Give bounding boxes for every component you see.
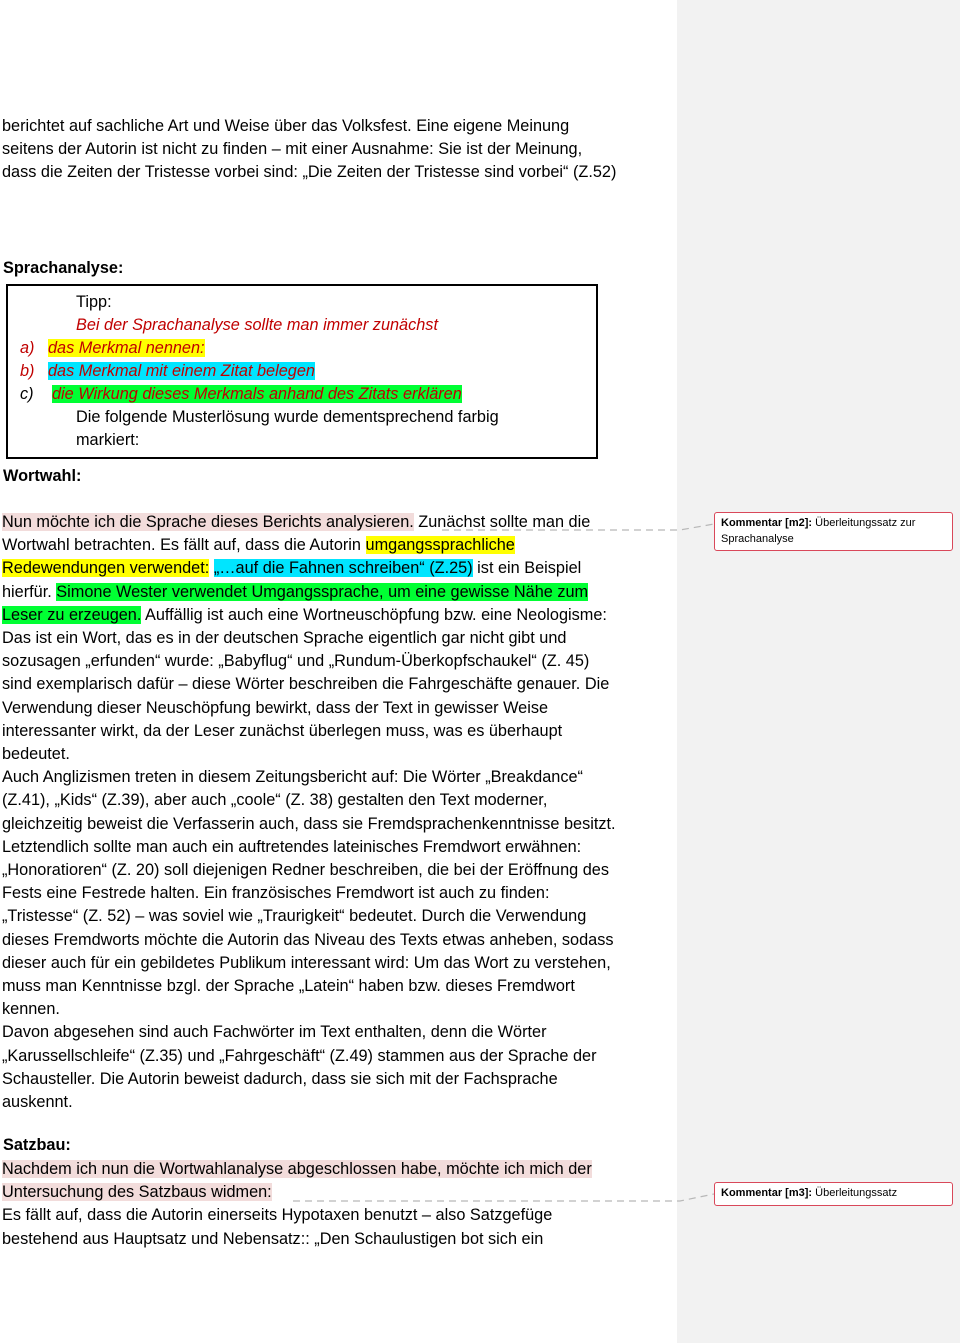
text-line: interessanter wirkt, da der Leser zunächst überlegen muss, was es überhaupt — [2, 721, 563, 740]
heading-sprachanalyse: Sprachanalyse: — [3, 259, 124, 277]
tip-note-2: markiert: — [76, 431, 140, 449]
heading-wortwahl: Wortwahl: — [3, 467, 82, 485]
text-line: sind exemplarisch dafür – diese Wörter beschreiben die Fahrgeschäfte genauer. Die — [2, 675, 610, 694]
text-line: Leser zu erzeugen. Auffällig ist auch eine Wortneuschöpfung bzw. eine Neologisme: — [2, 605, 607, 624]
text-line: sozusagen „erfunden“ wurde: „Babyflug“ und „Rundum-Überkopfschaukel“ (Z. 45) — [2, 652, 590, 671]
text-line: hierfür. Simone Wester verwendet Umgangssprache, um eine gewisse Nähe zum — [2, 582, 589, 601]
text-line: dieser auch für ein gebildetes Publikum interessant wird: Um das Wort zu verstehen, — [2, 953, 611, 972]
text-line: berichtet auf sachliche Art und Weise über das Volksfest. Eine eigene Meinung — [2, 117, 570, 135]
text-line: bedeutet. — [2, 745, 70, 764]
tip-a-label: a) — [20, 339, 35, 357]
text-line: Redewendungen verwendet: „…auf die Fahnen schreiben“ (Z.25) ist ein Beispiel — [2, 559, 582, 578]
comment-label: Kommentar [m2]: — [721, 517, 813, 529]
text-line: kennen. — [2, 1000, 60, 1019]
text-line: Letztendlich sollte man auch ein auftretendes lateinisches Fremdwort erwähnen: — [2, 837, 582, 856]
tip-c-label: c) — [20, 385, 34, 403]
text-line: bestehend aus Hauptsatz und Nebensatz:: „Den Schaulustigen bot sich ein — [2, 1229, 544, 1248]
text-line: auskennt. — [2, 1093, 73, 1112]
wortwahl-paragraph — [2, 511, 616, 1114]
tip-intro: Bei der Sprachanalyse sollte man immer zunächst — [76, 316, 438, 334]
comment-text: Überleitungssatz — [812, 1187, 898, 1199]
text-line: „Karussellschleife“ (Z.35) und „Fahrgeschäft“ (Z.49) stammen aus der Sprache der — [2, 1046, 597, 1065]
text-line: Nun möchte ich die Sprache dieses Berichts analysieren. Zunächst sollte man die — [2, 513, 591, 531]
text-line: gleichzeitig beweist die Verfasserin auch, dass sie Fremdsprachenkenntnisse besitzt. — [2, 814, 616, 833]
heading-satzbau: Satzbau: — [3, 1136, 71, 1154]
text-line: „Tristesse“ (Z. 52) – was soviel wie „Traurigkeit“ bedeutet. Durch die Verwendung — [2, 907, 587, 926]
satzbau-paragraph — [2, 1158, 592, 1251]
tip-a-text: das Merkmal nennen: — [48, 339, 205, 357]
tip-note-1: Die folgende Musterlösung wurde dementsprechend farbig — [76, 408, 499, 426]
text-line: seitens der Autorin ist nicht zu finden – mit einer Ausnahme: Sie ist der Meinung, — [2, 140, 583, 159]
comment-margin-pane — [677, 0, 960, 1343]
text-line: Davon abgesehen sind auch Fachwörter im Text enthalten, denn die Wörter — [2, 1023, 547, 1042]
text-line: Nachdem ich nun die Wortwahlanalyse abgeschlossen habe, möchte ich mich der — [2, 1160, 592, 1178]
text-line: Fests eine Festrede halten. Ein französisches Fremdwort ist auch zu finden: — [2, 884, 550, 903]
comment-label: Kommentar [m3]: — [721, 1187, 813, 1199]
text-line: „Honoratioren“ (Z. 20) soll diejenigen Redner beschreiben, die bei der Eröffnung des — [2, 861, 609, 880]
text-line: Auch Anglizismen treten in diesem Zeitungsbericht auf: Die Wörter „Breakdance“ — [2, 768, 583, 787]
text-line: Wortwahl betrachten. Es fällt auf, dass die Autorin umgangssprachliche — [2, 536, 515, 555]
tip-title: Tipp: — [76, 293, 112, 311]
text-line: Untersuchung des Satzbaus widmen: — [2, 1183, 272, 1202]
text-line: Das ist ein Wort, das es in der deutschen Sprache eigentlich gar nicht gibt und — [2, 629, 567, 648]
text-line: Verwendung dieser Neuschöpfung bewirkt, dass der Text in gewisser Weise — [2, 698, 549, 717]
tip-c-text: die Wirkung dieses Merkmals anhand des Zitats erklären — [52, 385, 462, 403]
comment-m3[interactable] — [714, 1182, 953, 1206]
text-line: (Z.41), „Kids“ (Z.39), aber auch „coole“ (Z. 38) gestalten den Text moderner, — [2, 791, 548, 810]
comment-m2[interactable] — [714, 512, 953, 551]
text-line: Es fällt auf, dass die Autorin einerseits Hypotaxen benutzt – also Satzgefüge — [2, 1206, 553, 1225]
tip-b-label: b) — [20, 362, 35, 380]
text-line: muss man Kenntnisse bzgl. der Sprache „Latein“ haben bzw. dieses Fremdwort — [2, 977, 575, 996]
tip-box — [6, 284, 598, 459]
text-line: dass die Zeiten der Tristesse vorbei sind: „Die Zeiten der Tristesse sind vorbei“ (Z.52) — [2, 163, 617, 182]
comment-text: Überleitungssatz zur Sprachanalyse — [721, 517, 916, 545]
text-line: Schausteller. Die Autorin beweist dadurch, dass sie sich mit der Fachsprache — [2, 1069, 558, 1088]
tip-b-text: das Merkmal mit einem Zitat belegen — [48, 362, 315, 380]
text-line: dieses Fremdworts möchte die Autorin das Niveau des Texts etwas anheben, sodass — [2, 930, 614, 949]
intro-paragraph — [2, 115, 616, 185]
